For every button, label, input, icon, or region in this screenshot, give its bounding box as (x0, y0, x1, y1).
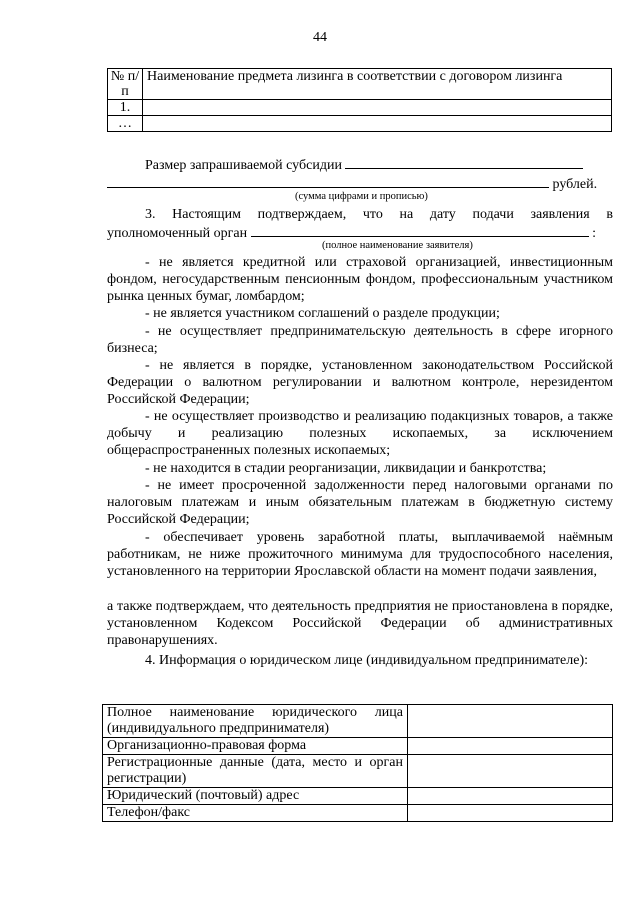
table-row (103, 738, 613, 755)
info-value-cell[interactable] (408, 755, 613, 788)
page-number: 44 (313, 30, 327, 45)
confirm-item: - не является в порядке, установленном законодательством Российской Федерации о валютном регулировании и валютном контроле, нерезидентом Российской Федерации; (107, 358, 613, 407)
confirm-item: - не является кредитной или страховой организацией, инвестиционным фондом, негосударственным пенсионным фондом, профессиональным участником рынка ценных бумаг, ломбардом; (107, 255, 613, 304)
applicant-caption: (полное наименование заявителя) (322, 240, 473, 251)
table-row (103, 705, 613, 738)
authority-label: уполномоченный орган (107, 226, 248, 241)
subsidy-line-1 (107, 156, 613, 174)
table-row (103, 805, 613, 822)
item-name-cell[interactable] (143, 100, 612, 116)
confirm-item: - не является участником соглашений о разделе продукции; (145, 306, 500, 321)
confirm-item: - не имеет просроченной задолженности перед налоговыми органами по налоговым платежам и иным обязательным платежам в бюджетную систему Российской Федерации; (107, 478, 613, 527)
currency-label: рублей. (552, 177, 598, 192)
info-value-cell[interactable] (408, 788, 613, 805)
column-header-number: № п/п (108, 69, 143, 100)
table-row (103, 755, 613, 788)
legal-entity-info-table (102, 704, 613, 822)
subsidy-caption: (сумма цифрами и прописью) (295, 191, 428, 202)
info-label: Юридический (почтовый) адрес (103, 788, 408, 805)
info-value-cell[interactable] (408, 738, 613, 755)
confirm-closing: а также подтверждаем, что деятельность предприятия не приостановлена в порядке, установленном Кодексом Российской Федерации об административных правонарушениях. (107, 599, 613, 648)
info-label: Телефон/факс (103, 805, 408, 822)
subsidy-label: Размер запрашиваемой субсидии (145, 158, 342, 173)
info-value-cell[interactable] (408, 705, 613, 738)
table-header-row (108, 69, 612, 100)
table-row (103, 788, 613, 805)
confirm-item: - не осуществляет предпринимательскую деятельность в сфере игорного бизнеса; (107, 324, 613, 356)
table-row (108, 100, 612, 116)
info-label: Регистрационные данные (дата, место и орган регистрации) (103, 755, 408, 788)
row-number: 1. (108, 100, 143, 116)
subsidy-amount-field[interactable] (345, 156, 583, 169)
subsidy-amount-field-continued[interactable] (107, 175, 549, 188)
confirm-item: - не находится в стадии реорганизации, ликвидации и банкротства; (145, 461, 547, 476)
item-name-cell[interactable] (143, 116, 612, 132)
info-label: Организационно-правовая форма (103, 738, 408, 755)
confirm-intro: 3. Настоящим подтверждаем, что на дату подачи заявления в (145, 207, 613, 222)
table-row (108, 116, 612, 132)
column-header-item-name: Наименование предмета лизинга в соответствии с договором лизинга (143, 69, 612, 100)
leasing-items-table (107, 68, 612, 132)
applicant-name-field[interactable] (251, 224, 589, 237)
row-number: … (108, 116, 143, 132)
section-4-heading: 4. Информация о юридическом лице (индивидуальном предпринимателе): (145, 653, 589, 668)
confirm-item: - обеспечивает уровень заработной платы, выплачиваемой наёмным работникам, не ниже прожиточного минимума для трудоспособного населения, установленного на территории Ярославской области на момент подачи заявления, (107, 530, 613, 579)
colon: : (592, 226, 596, 241)
confirm-item: - не осуществляет производство и реализацию подакцизных товаров, а также добычу и реализацию полезных ископаемых, за исключением общераспространенных полезных ископаемых; (107, 409, 613, 458)
info-value-cell[interactable] (408, 805, 613, 822)
info-label: Полное наименование юридического лица (индивидуального предпринимателя) (103, 705, 408, 738)
